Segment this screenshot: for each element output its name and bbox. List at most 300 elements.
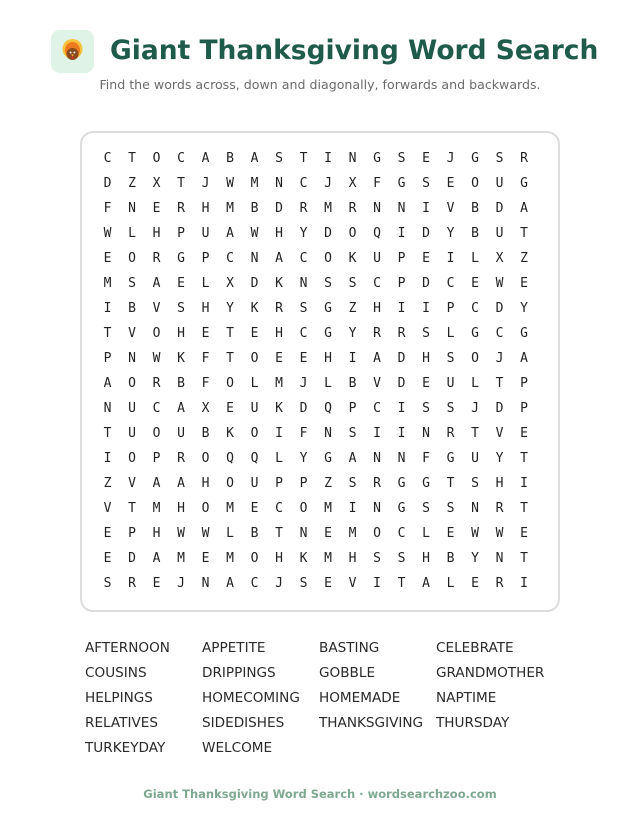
grid-letter: B (128, 301, 136, 316)
grid-letter: C (397, 526, 406, 541)
grid-letter: C (152, 401, 161, 416)
grid-letter: R (177, 201, 185, 216)
grid-letter: W (103, 226, 112, 241)
grid-letter: O (152, 426, 161, 441)
grid-letter: M (226, 501, 234, 516)
grid-letter: R (152, 376, 161, 391)
word-list-item: BASTING (319, 640, 380, 656)
grid-letter: R (152, 251, 161, 266)
grid-letter: D (397, 351, 406, 366)
grid-letter: O (250, 426, 259, 441)
grid-letter: C (299, 251, 308, 266)
grid-letter: Q (324, 401, 332, 416)
grid-letter: T (103, 326, 112, 341)
grid-letter: E (275, 351, 283, 366)
grid-letter: F (103, 201, 112, 216)
grid-letter: M (275, 376, 283, 391)
grid-letter: E (520, 526, 528, 541)
grid-letter: V (128, 476, 136, 491)
grid-letter: N (373, 451, 381, 466)
grid-letter: P (520, 376, 528, 391)
grid-letter: T (177, 176, 185, 191)
grid-letter: I (373, 426, 381, 441)
grid-letter: N (103, 401, 112, 416)
grid-letter: I (422, 201, 430, 216)
grid-letter: W (250, 226, 259, 241)
grid-letter: N (397, 451, 406, 466)
grid-letter: N (348, 151, 357, 166)
grid-letter: H (201, 201, 210, 216)
grid-letter: K (275, 276, 283, 291)
grid-letter: S (446, 501, 455, 516)
grid-letter: G (471, 326, 479, 341)
grid-letter: Z (348, 301, 357, 316)
grid-letter: P (348, 401, 357, 416)
grid-letter: O (250, 351, 259, 366)
word-list-item: DRIPPINGS (202, 665, 276, 681)
grid-letter: V (128, 326, 136, 341)
grid-letter: B (348, 376, 357, 391)
grid-letter: W (177, 526, 185, 541)
grid-letter: L (471, 376, 479, 391)
grid-letter: E (446, 176, 455, 191)
grid-letter: T (495, 376, 504, 391)
grid-letter: H (275, 226, 283, 241)
grid-letter: P (177, 226, 185, 241)
grid-letter: L (128, 226, 136, 241)
grid-letter: R (348, 201, 357, 216)
grid-letter: T (275, 526, 283, 541)
grid-letter: O (226, 376, 234, 391)
grid-letter: R (520, 151, 528, 166)
grid-letter: L (324, 376, 332, 391)
grid-letter: D (103, 176, 112, 191)
grid-letter: A (348, 451, 357, 466)
grid-letter: W (152, 351, 161, 366)
grid-letter: E (422, 251, 430, 266)
grid-letter: Q (226, 451, 234, 466)
grid-letter: B (177, 376, 185, 391)
grid-letter: O (250, 551, 259, 566)
grid-letter: S (275, 151, 283, 166)
grid-letter: R (177, 451, 185, 466)
word-list-item: HOMECOMING (202, 690, 300, 706)
grid-letter: E (422, 151, 430, 166)
grid-letter: T (520, 451, 528, 466)
grid-letter: O (201, 501, 210, 516)
grid-letter: I (373, 576, 381, 591)
grid-letter: G (422, 476, 430, 491)
grid-letter: O (128, 451, 136, 466)
grid-letter: Z (324, 476, 332, 491)
grid-letter: Z (520, 251, 528, 266)
grid-letter: T (446, 476, 455, 491)
grid-letter: S (299, 301, 308, 316)
grid-letter: L (446, 326, 455, 341)
grid-letter: N (250, 251, 259, 266)
grid-letter: U (250, 401, 259, 416)
grid-letter: T (520, 551, 528, 566)
grid-letter: S (422, 326, 430, 341)
grid-letter: R (446, 426, 455, 441)
grid-letter: X (201, 401, 210, 416)
grid-letter: L (250, 376, 259, 391)
grid-letter: M (324, 501, 332, 516)
grid-letter: O (152, 326, 161, 341)
grid-letter: P (520, 401, 528, 416)
grid-letter: Y (446, 226, 455, 241)
grid-letter: E (520, 426, 528, 441)
grid-letter: O (471, 351, 479, 366)
grid-letter: I (520, 476, 528, 491)
grid-letter: H (324, 351, 332, 366)
grid-letter: I (520, 576, 528, 591)
grid-letter: B (226, 151, 234, 166)
grid-letter: N (128, 201, 136, 216)
grid-letter: G (324, 301, 332, 316)
grid-letter: J (299, 376, 308, 391)
grid-letter: T (128, 151, 136, 166)
grid-letter: M (226, 551, 234, 566)
grid-letter: E (324, 526, 332, 541)
grid-letter: I (324, 151, 332, 166)
grid-letter: K (275, 401, 283, 416)
grid-letter: C (446, 276, 455, 291)
grid-letter: U (495, 226, 504, 241)
grid-letter: P (397, 276, 406, 291)
grid-letter: S (128, 276, 136, 291)
grid-letter: T (471, 426, 479, 441)
grid-letter: Y (471, 551, 479, 566)
page-title: Giant Thanksgiving Word Search (110, 35, 599, 66)
grid-letter: S (373, 551, 381, 566)
grid-letter: Y (495, 451, 504, 466)
grid-letter: E (520, 276, 528, 291)
grid-letter: S (422, 401, 430, 416)
grid-letter: U (471, 451, 479, 466)
word-list-item: GOBBLE (319, 665, 376, 681)
grid-letter: N (373, 501, 381, 516)
grid-letter: R (299, 201, 308, 216)
grid-letter: F (201, 351, 210, 366)
grid-letter: U (373, 251, 381, 266)
word-list-item: APPETITE (202, 640, 266, 656)
grid-letter: C (471, 301, 479, 316)
grid-letter: O (299, 501, 308, 516)
grid-letter: D (250, 276, 259, 291)
grid-letter: H (152, 226, 161, 241)
grid-letter: N (373, 201, 381, 216)
word-list-item: AFTERNOON (85, 640, 170, 656)
grid-letter: P (299, 476, 308, 491)
grid-letter: A (275, 251, 283, 266)
grid-letter: O (324, 251, 332, 266)
grid-letter: R (373, 476, 381, 491)
grid-letter: R (495, 501, 504, 516)
word-list-item: WELCOME (202, 740, 273, 756)
grid-letter: X (495, 251, 504, 266)
grid-letter: M (348, 526, 357, 541)
grid-letter: C (299, 326, 308, 341)
grid-letter: H (373, 301, 381, 316)
grid-letter: V (348, 576, 357, 591)
grid-letter: S (103, 576, 112, 591)
grid-letter: E (201, 326, 210, 341)
grid-letter: A (226, 576, 234, 591)
word-list-item: GRANDMOTHER (436, 665, 545, 681)
grid-letter: L (226, 526, 234, 541)
grid-letter: F (299, 426, 308, 441)
grid-letter: M (324, 201, 332, 216)
grid-letter: M (177, 551, 185, 566)
grid-letter: N (495, 551, 504, 566)
grid-letter: O (201, 451, 210, 466)
grid-letter: A (520, 351, 528, 366)
grid-letter: E (250, 326, 259, 341)
grid-letter: P (201, 251, 210, 266)
grid-letter: L (471, 251, 479, 266)
grid-letter: U (250, 476, 259, 491)
grid-letter: A (520, 201, 528, 216)
grid-letter: H (275, 326, 283, 341)
grid-letter: C (275, 501, 283, 516)
grid-letter: G (397, 501, 406, 516)
grid-letter: U (495, 176, 504, 191)
grid-letter: I (397, 426, 406, 441)
grid-letter: C (226, 251, 234, 266)
grid-letter: P (397, 251, 406, 266)
grid-letter: W (495, 276, 504, 291)
grid-letter: C (373, 276, 381, 291)
grid-letter: E (250, 501, 259, 516)
grid-letter: H (422, 551, 430, 566)
grid-letter: E (446, 526, 455, 541)
grid-letter: B (471, 226, 479, 241)
grid-letter: H (201, 476, 210, 491)
grid-letter: B (471, 201, 479, 216)
grid-letter: A (152, 476, 161, 491)
grid-letter: H (152, 526, 161, 541)
grid-letter: E (177, 276, 185, 291)
word-list-item: HOMEMADE (319, 690, 401, 706)
grid-letter: V (495, 426, 504, 441)
word-list-item: RELATIVES (85, 715, 158, 731)
grid-letter: A (152, 276, 161, 291)
grid-letter: A (422, 576, 430, 591)
grid-letter: S (177, 301, 185, 316)
grid-letter: Y (299, 451, 308, 466)
grid-letter: H (177, 501, 185, 516)
grid-letter: P (128, 526, 136, 541)
grid-letter: J (177, 576, 185, 591)
grid-letter: D (299, 401, 308, 416)
grid-letter: A (201, 151, 210, 166)
grid-letter: I (397, 401, 406, 416)
grid-letter: V (373, 376, 381, 391)
grid-letter: Y (520, 301, 528, 316)
grid-letter: S (299, 576, 308, 591)
grid-letter: C (299, 176, 308, 191)
grid-letter: G (520, 326, 528, 341)
grid-letter: D (422, 276, 430, 291)
grid-letter: D (422, 226, 430, 241)
grid-letter: I (275, 426, 283, 441)
grid-letter: T (128, 501, 136, 516)
grid-letter: U (446, 376, 455, 391)
grid-letter: R (495, 576, 504, 591)
grid-letter: F (422, 451, 430, 466)
grid-letter: V (152, 301, 161, 316)
grid-letter: O (373, 526, 381, 541)
grid-letter: I (397, 226, 406, 241)
grid-letter: T (103, 426, 112, 441)
grid-letter: K (348, 251, 357, 266)
grid-letter: P (446, 301, 455, 316)
grid-letter: U (201, 226, 210, 241)
grid-letter: H (422, 351, 430, 366)
grid-letter: R (397, 326, 406, 341)
grid-letter: N (275, 176, 283, 191)
grid-letter: G (471, 151, 479, 166)
word-list-item: THURSDAY (436, 715, 510, 731)
grid-letter: N (397, 201, 406, 216)
grid-letter: S (495, 151, 504, 166)
grid-letter: D (495, 301, 504, 316)
grid-letter: O (128, 251, 136, 266)
grid-letter: T (520, 226, 528, 241)
grid-letter: N (201, 576, 210, 591)
grid-letter: S (422, 176, 430, 191)
grid-letter: B (250, 201, 259, 216)
grid-letter: V (446, 201, 455, 216)
grid-letter: E (103, 551, 112, 566)
grid-letter: O (471, 176, 479, 191)
grid-letter: B (446, 551, 455, 566)
grid-letter: L (275, 451, 283, 466)
grid-letter: H (275, 551, 283, 566)
grid-letter: K (177, 351, 185, 366)
grid-letter: O (226, 476, 234, 491)
grid-letter: N (128, 351, 136, 366)
word-list-item: COUSINS (85, 665, 147, 681)
grid-letter: H (348, 551, 357, 566)
grid-letter: M (103, 276, 112, 291)
word-list-item: THANKSGIVING (319, 715, 424, 731)
grid-letter: Q (250, 451, 259, 466)
grid-letter: E (152, 201, 161, 216)
grid-letter: J (446, 151, 455, 166)
grid-letter: N (324, 426, 332, 441)
grid-letter: E (152, 576, 161, 591)
grid-letter: T (397, 576, 406, 591)
grid-letter: Y (299, 226, 308, 241)
grid-letter: M (324, 551, 332, 566)
grid-letter: W (495, 526, 504, 541)
grid-letter: C (495, 326, 504, 341)
grid-letter: N (471, 501, 479, 516)
grid-letter: H (201, 301, 210, 316)
grid-letter: V (103, 501, 112, 516)
word-list-item: CELEBRATE (436, 640, 514, 656)
grid-letter: I (446, 251, 455, 266)
grid-letter: Y (226, 301, 234, 316)
grid-letter: I (397, 301, 406, 316)
grid-letter: C (177, 151, 185, 166)
grid-letter: S (422, 501, 430, 516)
grid-letter: I (348, 351, 357, 366)
word-list-item: SIDEDISHES (202, 715, 285, 731)
grid-letter: E (103, 251, 112, 266)
logo (51, 30, 94, 73)
grid-letter: J (201, 176, 210, 191)
grid-letter: N (299, 526, 308, 541)
grid-letter: U (177, 426, 185, 441)
grid-letter: T (299, 151, 308, 166)
footer: Giant Thanksgiving Word Search · wordsearchzoo.com (143, 787, 497, 801)
grid-letter: F (201, 376, 210, 391)
grid-letter: G (373, 151, 381, 166)
grid-letter: F (373, 176, 381, 191)
grid-letter: J (275, 576, 283, 591)
grid-letter: G (397, 476, 406, 491)
grid-letter: E (471, 576, 479, 591)
grid-letter: S (397, 551, 406, 566)
grid-letter: J (495, 351, 504, 366)
grid-letter: G (324, 326, 332, 341)
grid-letter: X (348, 176, 357, 191)
grid-letter: J (471, 401, 479, 416)
grid-letter: I (348, 501, 357, 516)
grid-letter: G (446, 451, 455, 466)
grid-letter: S (446, 401, 455, 416)
grid-letter: R (373, 326, 381, 341)
grid-letter: I (422, 301, 430, 316)
turkey-icon (51, 30, 94, 73)
grid-letter: I (103, 451, 112, 466)
grid-letter: G (324, 451, 332, 466)
grid-letter: E (422, 376, 430, 391)
grid-letter: W (226, 176, 234, 191)
grid-letter: D (128, 551, 136, 566)
grid-letter: M (226, 201, 234, 216)
grid-letter: T (226, 326, 234, 341)
grid-letter: W (471, 526, 479, 541)
grid-letter: J (324, 176, 332, 191)
grid-letter: S (397, 151, 406, 166)
grid-letter: G (397, 176, 406, 191)
grid-letter: E (201, 551, 210, 566)
grid-letter: H (495, 476, 504, 491)
grid-letter: S (471, 476, 479, 491)
grid-letter: A (250, 151, 259, 166)
word-list-item: HELPINGS (85, 690, 153, 706)
grid-letter: M (250, 176, 259, 191)
grid-letter: H (177, 326, 185, 341)
grid-letter: S (348, 426, 357, 441)
grid-letter: P (103, 351, 112, 366)
grid-letter: T (226, 351, 234, 366)
page-subtitle: Find the words across, down and diagonally, forwards and backwards. (99, 77, 541, 92)
grid-letter: A (177, 401, 185, 416)
grid-letter: Z (103, 476, 112, 491)
grid-letter: Y (348, 326, 357, 341)
grid-letter: A (152, 551, 161, 566)
grid-letter: R (128, 576, 136, 591)
grid-letter: K (250, 301, 259, 316)
grid-letter: G (520, 176, 528, 191)
grid-letter: U (128, 401, 136, 416)
grid-letter: A (177, 476, 185, 491)
